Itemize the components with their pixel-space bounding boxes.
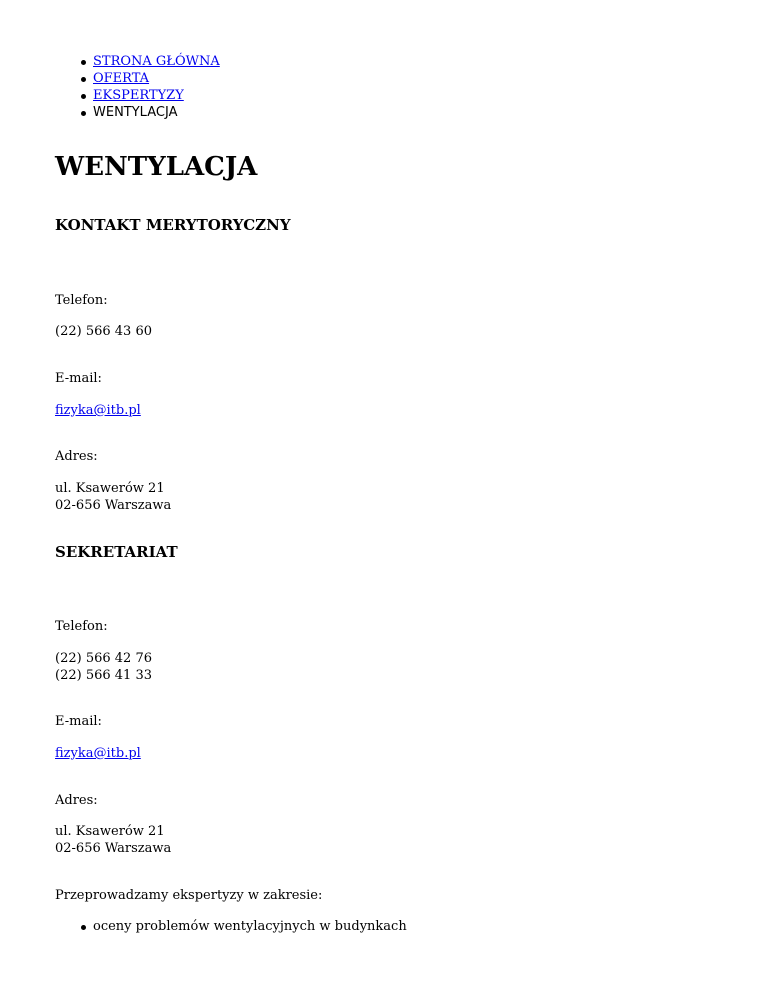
secretariat-address-line1: ul. Ksawerów 21 <box>55 824 165 839</box>
scope-list <box>55 918 407 935</box>
contact-merit-address-label: Adres: <box>55 449 98 464</box>
contact-merit-heading: KONTAKT MERYTORYCZNY <box>55 216 291 234</box>
contact-merit-email-label: E-mail: <box>55 371 102 386</box>
secretariat-email-label: E-mail: <box>55 714 102 729</box>
contact-merit-phone-label: Telefon: <box>55 293 108 308</box>
contact-merit-phone: (22) 566 43 60 <box>55 324 152 339</box>
breadcrumb <box>55 53 220 121</box>
secretariat-phone-1: (22) 566 42 76 <box>55 651 152 666</box>
contact-merit-address-line2: 02-656 Warszawa <box>55 498 172 513</box>
breadcrumb-item-current <box>55 104 220 121</box>
secretariat-heading: SEKRETARIAT <box>55 543 178 561</box>
breadcrumb-link-home[interactable]: STRONA GŁÓWNA <box>93 54 220 69</box>
scope-list-item: oceny problemów wentylacyjnych w budynkach <box>55 918 407 935</box>
breadcrumb-item-offer <box>55 70 220 87</box>
secretariat-phone-2: (22) 566 41 33 <box>55 668 152 683</box>
breadcrumb-link-expertise[interactable]: EKSPERTYZY <box>93 88 184 103</box>
contact-merit-address-line1: ul. Ksawerów 21 <box>55 481 165 496</box>
scope-intro: Przeprowadzamy ekspertyzy w zakresie: <box>55 888 323 903</box>
breadcrumb-item-home <box>55 53 220 70</box>
breadcrumb-item-expertise <box>55 87 220 104</box>
breadcrumb-current-label: WENTYLACJA <box>93 105 178 120</box>
secretariat-phone-label: Telefon: <box>55 619 108 634</box>
breadcrumb-link-offer[interactable]: OFERTA <box>93 71 150 86</box>
secretariat-address-label: Adres: <box>55 793 98 808</box>
secretariat-email-link[interactable]: fizyka@itb.pl <box>55 746 141 761</box>
secretariat-address-line2: 02-656 Warszawa <box>55 841 172 856</box>
page-title: WENTYLACJA <box>55 152 258 182</box>
contact-merit-email-link[interactable]: fizyka@itb.pl <box>55 403 141 418</box>
